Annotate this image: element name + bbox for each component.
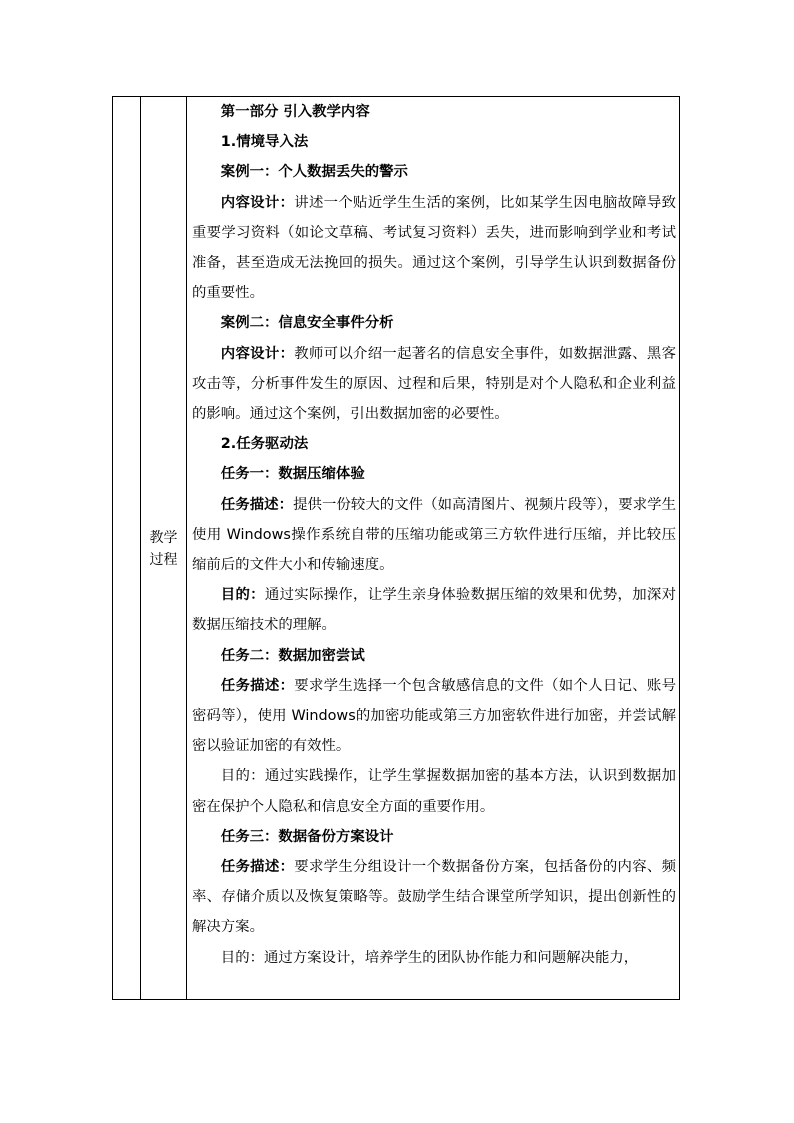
task1-goal: 通过实际操作，让学生亲身体验数据压缩的效果和优势，加深对数据压缩技术的理解。 <box>192 587 676 634</box>
column-divider-right <box>186 97 187 999</box>
case1-text: 讲述一个贴近学生生活的案例，比如某学生因电脑故障导致重要学习资料（如论文草稿、考试复习资料）丢失，进而影响到学业和考试准备，甚至造成无法挽回的损失。通过这个案例，引导学生认识到数据备份的重要性。 <box>192 194 676 302</box>
row-label <box>141 527 186 571</box>
method-heading-2: 2.任务驱动法 <box>220 436 309 453</box>
lesson-content <box>192 97 676 973</box>
task3-desc-label: 任务描述： <box>220 859 295 876</box>
case2-text: 教师可以介绍一起著名的信息安全事件，如数据泄露、黑客攻击等，分析事件发生的原因、过程和后果，特别是对个人隐私和企业利益的影响。通过这个案例，引出数据加密的必要性。 <box>192 345 676 423</box>
case1-title: 案例一：个人数据丢失的警示 <box>220 164 408 181</box>
case1-paragraph <box>192 188 676 309</box>
task3-desc: 要求学生分组设计一个数据备份方案，包括备份的内容、频率、存储介质以及恢复策略等。鼓励学生结合课堂所学知识，提出创新性的解决方案。 <box>192 859 676 936</box>
row-label-line-1: 教学 <box>149 530 178 546</box>
task1-goal-label: 目的： <box>220 587 265 604</box>
case2-label: 内容设计： <box>220 345 295 362</box>
task1-desc-label: 任务描述： <box>220 496 294 513</box>
case2-title: 案例二：信息安全事件分析 <box>220 315 394 332</box>
task1-goal-paragraph <box>192 580 676 640</box>
method-heading-1: 1.情境导入法 <box>220 134 309 151</box>
task2-desc: 要求学生选择一个包含敏感信息的文件（如个人日记、账号密码等），使用 Windows的加密功能或第三方加密软件进行加密，并尝试解密以验证加密的有效性。 <box>192 677 676 755</box>
case2-paragraph <box>192 339 676 430</box>
task1-desc: 提供一份较大的文件（如高清图片、视频片段等），要求学生使用 Windows操作系统自带的压缩功能或第三方软件进行压缩，并比较压缩前后的文件大小和传输速度。 <box>192 496 676 574</box>
task3-title: 任务三：数据备份方案设计 <box>220 828 394 845</box>
task2-desc-label: 任务描述： <box>220 677 295 694</box>
task2-desc-paragraph <box>192 671 676 762</box>
task1-title: 任务一：数据压缩体验 <box>220 466 365 483</box>
task2-goal: 通过实践操作，让学生掌握数据加密的基本方法，认识到数据加密在保护个人隐私和信息安全方面的重要作用。 <box>192 768 676 815</box>
case1-label: 内容设计： <box>220 194 295 211</box>
task3-goal-label: 目的： <box>220 949 264 966</box>
row-label-line-2: 过程 <box>149 552 178 568</box>
task1-desc-paragraph <box>192 490 676 581</box>
task3-goal: 通过方案设计，培养学生的团队协作能力和问题解决能力， <box>263 949 639 966</box>
part-title: 第一部分 引入教学内容 <box>220 104 370 120</box>
task3-goal-paragraph <box>192 943 676 973</box>
task2-goal-label: 目的： <box>220 768 265 785</box>
task2-title: 任务二：数据加密尝试 <box>220 647 365 664</box>
task2-goal-paragraph <box>192 761 676 821</box>
task3-desc-paragraph <box>192 852 676 943</box>
